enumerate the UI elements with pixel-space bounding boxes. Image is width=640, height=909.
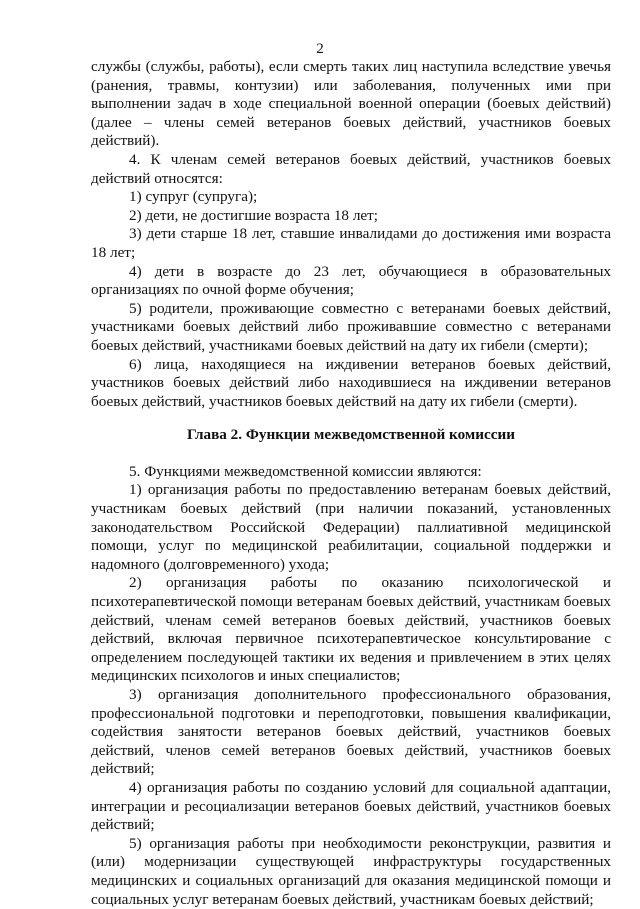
list-item-children-under-18: 2) дети, не достигшие возраста 18 лет;	[129, 206, 378, 224]
chapter-heading: Глава 2. Функции межведомственной комиссии	[187, 426, 515, 444]
function-item-1: 1) организация работы по предоставлению ветеранам боевых действий, участникам боевых действий (при наличии показаний, установленных законодательством Российской Федерации) паллиативной медицинской помощи, услуг по медицинской реабилитации, социальной поддержки и надомного (долговременного) ухода;	[91, 481, 611, 573]
page-number: 2	[316, 41, 324, 57]
list-item-disabled-children: 3) дети старше 18 лет, ставшие инвалидами до достижения ими возраста 18 лет;	[91, 225, 611, 261]
function-item-3: 3) организация дополнительного профессионального образования, профессиональной подготовки и переподготовки, повышения квалификации, содействия занятости ветеранов боевых действий, участников боевых действий, членов семей ветеранов боевых действий, участников боевых действий;	[91, 686, 611, 778]
function-item-4: 4) организация работы по созданию условий для социальной адаптации, интеграции и ресоциализации ветеранов боевых действий, участников боевых действий;	[91, 778, 611, 834]
list-item-students-under-23: 4) дети в возрасте до 23 лет, обучающиеся в образовательных организациях по очной форме обучения;	[91, 262, 611, 299]
document-body	[91, 58, 611, 909]
list-item-spouse: 1) супруг (супруга);	[129, 188, 258, 206]
list-item-dependents: 6) лица, находящиеся на иждивении ветеранов боевых действий, участников боевых действий либо находившиеся на иждивении ветеранов боевых действий, участников боевых действий на дату их гибели (смерти).	[91, 355, 611, 410]
list-item-parents: 5) родители, проживающие совместно с ветеранами боевых действий, участниками боевых действий либо проживавшие совместно с ветеранами боевых действий, участниками боевых действий на дату их гибели (смерти);	[91, 299, 611, 354]
paragraph-item-4: 4. К членам семей ветеранов боевых действий, участников боевых действий относятся:	[91, 150, 611, 187]
function-item-5: 5) организация работы при необходимости реконструкции, развития и (или) модернизации существующей инфраструктуры государственных медицинских и социальных организаций для оказания медицинской помощи и социальных услуг ветеранам боевых действий, участникам боевых действий;	[91, 834, 611, 908]
paragraph-continuation: службы (службы, работы), если смерть таких лиц наступила вследствие увечья (ранения, травмы, контузии) или заболевания, полученных ими при выполнении задач в ходе специальной военной операции (боевых действий) (далее – члены семей ветеранов боевых действий, участников боевых действий).	[91, 58, 611, 150]
function-item-2: 2) организация работы по оказанию психологической и психотерапевтической помощи ветеранам боевых действий, участникам боевых действий, членам семей ветеранов боевых действий, участников боевых действий, включая первичное психотерапевтическое консультирование с определением последующей тактики их ведения и привлечением в этих целях медицинских психологов и иных специалистов;	[91, 574, 611, 685]
paragraph-item-5: 5. Функциями межведомственной комиссии являются:	[129, 462, 482, 480]
